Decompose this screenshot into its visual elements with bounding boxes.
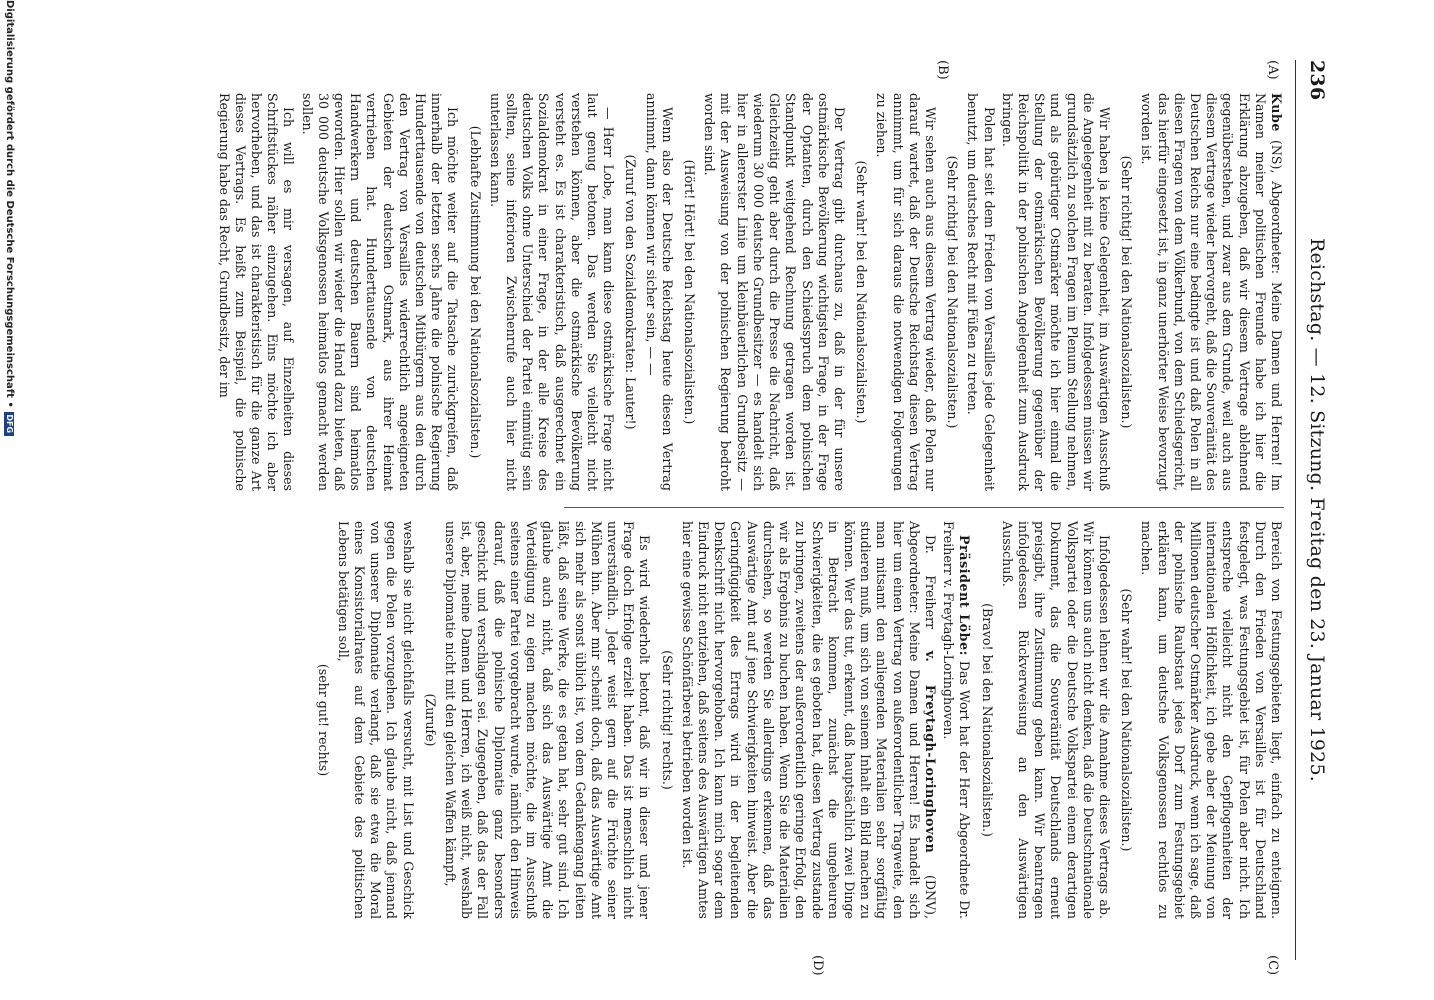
speech-paragraph: Ich möchte weiter auf die Tatsache zurückgreifen, daß innerhalb der letzten sechs Jahre die polnische Regierung Hunderttausende von deutschen Mitbürgern aus den durch den Vertrag von Versailles widerrechtlich angeeigneten Gebieten der deutschen Ostmark, aus ihrer Heimat vertrieben hat. Hunderttausende von deutschen Handwerkern und deutschen Bauern sind heimatlos geworden. Hier sollen wir wieder die Hand dazu bieten, daß 30 000 deutsche Volksgenossen heimatlos gemacht werden sollen. xyxy=(299,93,461,491)
interjection: (Bravo! bei den Nationalsozialisten.) xyxy=(979,603,995,837)
interjection: (Hört! Hört! bei den Nationalsozialisten.) xyxy=(682,159,698,425)
dfg-logo: DFG xyxy=(4,412,14,436)
interjection: (Sehr wahr! bei den Nationalsozialisten.) xyxy=(1119,588,1135,852)
interjection: (Lebhafte Zustimmung bei den Nationalsozialisten.) xyxy=(467,125,483,459)
document-page xyxy=(6,0,1340,1000)
speech-paragraph: weshalb sie nicht gleichfalls versucht, mit List und Geschick gegen die Polen vorzugehen. Ich glaube nicht, daß jemand von unserer Diplomatie verlangt, daß sie etwa die Moral eines Konsistorialrates auf dem Gebiete des politischen Lebens betätigen soll, xyxy=(335,521,416,919)
margin-mark-d: (D) xyxy=(810,955,825,976)
speech-paragraph: Wir haben ja keine Gelegenheit, im Auswärtigen Ausschuß die Angelegenheit mit zu beraten. Infolgedessen müssen wir grundsätzlich zu solchen Fragen im Plenum Stellung nehmen, und als gebürtiger Ostmärker möchte ich hier einmal die Stellung der ostmärkischen Bevölkerung gegenüber der Reichspolitik in der polnischen Angelegenheit zum Ausdruck bringen. xyxy=(999,93,1112,491)
speech-paragraph xyxy=(940,521,972,919)
credit-text: Digitalisierung gefördert durch die Deutsche Forschungsgemeinschaft • xyxy=(4,0,15,408)
digitization-credit xyxy=(4,0,14,1000)
speech-paragraph: Infolgedessen lehnen wir die Annahme dieses Vertrags ab. Wir können uns auch nicht denken, daß die Deutschnationale Volkspartei oder die Deutsche Volkspartei einem derartigen Dokument, das die Souveränität Deutschlands erneut preisgibt, ihre Zustimmung geben kann. Wir beantragen infolgedessen Rückverweisung an den Auswärtigen Ausschuß. xyxy=(999,521,1112,919)
left-column xyxy=(213,93,1284,491)
page-header xyxy=(1294,60,1328,960)
interjection: (Sehr richtig! rechts.) xyxy=(659,650,675,790)
speech-paragraph xyxy=(679,521,938,919)
interjection: (Sehr richtig! bei den Nationalsozialisten.) xyxy=(945,155,961,429)
interjection: (Zuruf von den Sozialdemokraten: Lauter!) xyxy=(623,154,639,430)
speech-paragraph: Es wird wiederholt betont, daß wir in dieser und jener Frage doch Erfolge erzielt haben. Das ist menschlich nicht unverständlich. Jeder weist gern auf die Früchte seiner Mühen hin. Aber mir scheint doch, daß das Auswärtige Amt sich mehr als sonst üblich ist, von dem Gedankengang leiten läßt, daß seine Werke, die es getan hat, sehr gut sind. Ich glaube auch nicht, daß sich das Auswärtige Amt die Verteidigung zu eigen machen möchte, die im Ausschuß seitens einer Partei vorgebracht wurde, nämlich den Hinweis darauf, daß die polnische Diplomatie ganz besonders geschickt und verschlagen sei. Zugegeben, daß das der Fall ist, aber, meine Damen und Herren, ich weiß nicht, weshalb unsere Diplomatie nicht mit den gleichen Waffen kämpft, xyxy=(443,521,653,919)
margin-mark-b: (B) xyxy=(935,60,950,80)
speaker-title: Dr. Freiherr xyxy=(922,535,938,630)
speech-paragraph: Polen hat seit dem Frieden von Versailles jede Gelegenheit benutzt, um deutsches Recht mit Füßen zu treten. xyxy=(965,93,997,491)
paragraph-text: (DNV), Abgeordneter: Meine Damen und Herren! Es handelt sich hier um einen Vertrag von außerordentlicher Tragweite, den man mitsamt den anliegenden Materialien sehr sorgfältig studieren muß, um sich von seinem Inhalt ein Bild machen zu können. Wer das tut, erkennt, daß hauptsächlich zwei Dinge in Betracht kommen, zunächst die ungeheuren Schwierigkeiten, die es geboten hat, diesen Vertrag zustande zu bringen, zweitens der außerordentlich geringe Erfolg, den wir als Ergebnis zu buchen haben. Wenn Sie die Materialien durchsehen, so werden Sie allerdings erkennen, daß das Auswärtige Amt auf jene Schwierigkeiten hinweist. Aber die Geringfügigkeit des Ertrags wird in der begleitenden Denkschrift nicht hervorgehoben. Ich kann mich sogar dem Eindruck nicht entziehen, daß seitens des Auswärtigen Amtes hier eine gewisse Schönfärberei betrieben worden ist. xyxy=(679,521,938,919)
margin-mark-a: (A) xyxy=(1265,60,1280,80)
interjection: (Sehr richtig! bei den Nationalsozialisten.) xyxy=(1119,155,1135,429)
speech-paragraph: Wenn also der Deutsche Reichstag heute diesen Vertrag annimmt, dann können wir sicher sein, — — xyxy=(643,93,675,491)
interjection: (Sehr wahr! bei den Nationalsozialisten.) xyxy=(854,160,870,424)
right-column xyxy=(308,521,1284,919)
speech-paragraph: Wir sehen auch aus diesem Vertrag wieder, daß Polen nur darauf wartet, daß der Deutsche Reichstag diesen Vertrag annimmt, um für sich daraus die notwendigen Folgerungen zu ziehen. xyxy=(874,93,938,491)
page-title: Reichstag. — 12. Sitzung. Freitag den 23. Januar 1925. xyxy=(1306,238,1328,782)
paragraph-text: (NS), Abgeordneter: Meine Damen und Herren! Im Namen meiner politischen Freunde habe ich hier die Erklärung abzugeben, daß wir diesem Vertrage ablehnend gegenüberstehen, und zwar aus dem Grunde, weil auch aus diesem Vertrage wieder hervorgeht, daß die Souveränität des Deutschen Reichs nur eine bedingte ist und daß Polen in all diesen Fragen von dem Völkerbund, von dem Schiedsgericht, das hierfür eingesetzt ist, in ganz unerhörter Weise bevorzugt worden ist. xyxy=(1139,93,1284,491)
speaker-name: Präsident Löbe: xyxy=(957,535,973,656)
speech-paragraph: Der Vertrag gibt durchaus zu, daß in der für unsere ostmärkische Bevölkerung wichtigsten Frage, in der Frage der Optanten, durch den Schiedsspruch dem polnischen Standpunkt weitgehend Rechnung getragen worden ist. Gleichzeitig geht aber durch die Presse die Nachricht, daß wiederum 30 000 deutsche Grundbesitzer — es handelt sich hier in allererster Linie um kleinbäuerlichen Grundbesitz — mit der Ausweisung von der polnischen Regierung bedroht worden sind. xyxy=(702,93,847,491)
speaker-name: v. Freytagh-Loringhoven xyxy=(922,650,938,854)
page-number: 236 xyxy=(1306,60,1328,101)
interjection: (Zurufe) xyxy=(422,693,438,747)
speech-paragraph: Ich will es mir versagen, auf Einzelheiten dieses Schriftstückes näher einzugehen. Eins möchte ich aber hervorheben, und das ist charakteristisch für die ganze Art dieses Vertrags. Es heißt zum Beispiel, die polnische Regierung habe das Recht, Grundbesitz, der im xyxy=(216,93,297,491)
speaker-name: Kube xyxy=(1269,93,1284,133)
speech-paragraph xyxy=(1138,93,1284,491)
header-rule xyxy=(1295,60,1296,960)
margin-mark-c: (C) xyxy=(1265,955,1280,976)
speech-paragraph: Bereich von Festungsgebieten liegt, einfach zu enteignen. Durch den Frieden von Versailles ist für Deutschland festgelegt, was Festungsgebiet ist, für Polen aber nicht. Ich entspreche vielleicht nicht den Gepflogenheiten der internationalen Höflichkeit, ich gebe aber der Meinung von Millionen deutscher Ostmärker Ausdruck, wenn ich sage, daß der polnische Raubstaat jedes Dorf zum Festungsgebiet erklären kann, um deutsche Volksgenossen rechtlos zu machen. xyxy=(1139,521,1284,919)
column-divider xyxy=(564,507,1284,508)
paragraph-text: Das Wort hat der Herr Abgeordnete Dr. Freiherr v. Freytagh-Loringhoven. xyxy=(941,521,973,919)
speech-paragraph: — Herr Lobe, man kann diese ostmärkische Frage nicht laut genug betonen. Das werden Sie vielleicht nicht verstehen können, aber die ostmärkische Bevölkerung versteht es. Es ist charakteristisch, daß ausgerechnet ein Sozialdemokrat in einer Frage, in der alle Kreise des deutschen Volks ohne Unterschied der Partei einmütig sein sollten, seine inferioren Zwischenrufe auch hier nicht unterlassen kann. xyxy=(487,93,617,491)
interjection: (sehr gut! rechts) xyxy=(315,663,331,777)
